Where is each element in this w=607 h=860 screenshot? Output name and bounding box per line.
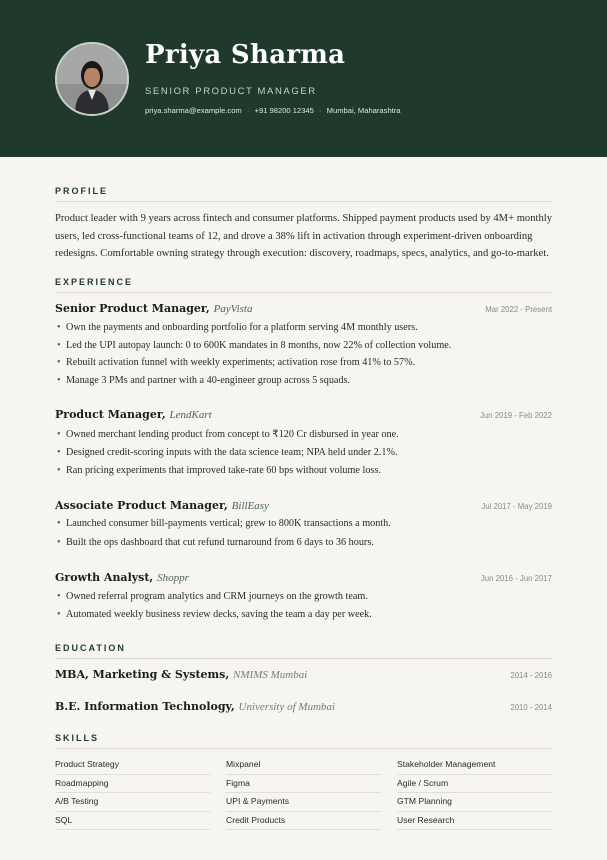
bullet-icon: • <box>57 340 61 351</box>
skills-grid <box>55 756 552 830</box>
skill-item: User Research <box>397 812 552 831</box>
bullet-icon: • <box>57 322 61 333</box>
degree-name: MBA, Marketing & Systems, <box>55 668 230 681</box>
location-text: Mumbai, Maharashtra <box>326 106 401 115</box>
person-name: Priya Sharma <box>145 40 346 70</box>
job-bullet: • Automated weekly business review decks, saving the team a day per week. <box>57 609 372 620</box>
bullet-icon: • <box>57 465 61 476</box>
skill-item: Agile / Scrum <box>397 775 552 794</box>
job-bullet: • Ran pricing experiments that improved take-rate 60 bps without volume loss. <box>57 465 381 476</box>
skill-item: UPI & Payments <box>226 793 381 812</box>
contact-line <box>145 106 401 115</box>
job-company: LendKart <box>169 409 212 421</box>
education-dates: 2010 - 2014 <box>510 703 552 712</box>
person-photo-icon <box>57 44 127 114</box>
school-name: University of Mumbai <box>238 701 336 713</box>
education-dates: 2014 - 2016 <box>510 671 552 680</box>
job-bullet: • Manage 3 PMs and partner with a 40-engineer group across 5 squads. <box>57 375 351 386</box>
job-title <box>55 408 212 421</box>
skill-item: SQL <box>55 812 210 831</box>
resume-header <box>0 0 607 157</box>
job-title <box>55 571 189 584</box>
section-title-experience: EXPERIENCE <box>55 277 552 293</box>
job-company: BillEasy <box>231 500 269 512</box>
job-bullet: • Owned merchant lending product from concept to ₹120 Cr disbursed in year one. <box>57 429 399 440</box>
job-dates: Mar 2022 - Present <box>485 305 552 314</box>
job-dates: Jun 2019 - Feb 2022 <box>480 411 552 420</box>
degree-name: B.E. Information Technology, <box>55 700 235 713</box>
job-bullet: • Owned referral program analytics and CRM journeys on the growth team. <box>57 591 368 602</box>
skill-item: Figma <box>226 775 381 794</box>
skill-item: Roadmapping <box>55 775 210 794</box>
bullet-icon: • <box>57 537 61 548</box>
job-bullet: • Led the UPI autopay launch: 0 to 600K mandates in 8 months, now 22% of collection volume. <box>57 340 452 351</box>
bullet-icon: • <box>57 429 61 440</box>
job-dates: Jun 2016 - Jun 2017 <box>480 574 552 583</box>
education-entry <box>55 668 307 681</box>
skill-item: Credit Products <box>226 812 381 831</box>
job-title <box>55 302 252 315</box>
email-link[interactable]: priya.sharma@example.com <box>145 106 242 115</box>
job-position: Product Manager, <box>55 408 166 421</box>
job-role: SENIOR PRODUCT MANAGER <box>145 86 317 97</box>
phone-text: +91 98200 12345 <box>254 106 314 115</box>
skill-item: Stakeholder Management <box>397 756 552 775</box>
skill-item: Product Strategy <box>55 756 210 775</box>
bullet-icon: • <box>57 447 61 458</box>
job-bullet: • Rebuilt activation funnel with weekly experiments; activation rose from 41% to 57%. <box>57 357 416 368</box>
contact-separator: · <box>319 106 322 115</box>
job-bullet: • Built the ops dashboard that cut refund turnaround from 6 days to 36 hours. <box>57 537 374 548</box>
job-bullet: • Designed credit-scoring inputs with the data science team; NPA held under 2.1%. <box>57 447 398 458</box>
job-company: PayVista <box>213 303 253 315</box>
job-position: Senior Product Manager, <box>55 302 210 315</box>
job-position: Associate Product Manager, <box>55 499 228 512</box>
skill-item: GTM Planning <box>397 793 552 812</box>
bullet-icon: • <box>57 518 61 529</box>
job-bullet: • Own the payments and onboarding portfolio for a platform serving 4M monthly users. <box>57 322 418 333</box>
bullet-icon: • <box>57 609 61 620</box>
contact-separator: · <box>246 106 250 115</box>
school-name: NMIMS Mumbai <box>233 669 308 681</box>
section-title-profile: PROFILE <box>55 186 552 202</box>
section-title-skills: SKILLS <box>55 733 552 749</box>
bullet-icon: • <box>57 591 61 602</box>
avatar <box>55 42 129 116</box>
section-title-education: EDUCATION <box>55 643 552 659</box>
job-company: Shoppr <box>157 572 189 584</box>
job-dates: Jul 2017 - May 2019 <box>481 502 552 511</box>
education-entry <box>55 700 335 713</box>
job-title <box>55 499 269 512</box>
job-position: Growth Analyst, <box>55 571 154 584</box>
bullet-icon: • <box>57 375 61 386</box>
job-bullet: • Launched consumer bill-payments vertical; grew to 800K transactions a month. <box>57 518 391 529</box>
profile-summary: Product leader with 9 years across fintech and consumer platforms. Shipped payment products used by 4M+ monthly users, led cross-functional teams of 12, and drove a 38% lift in activation through experiment-driven onboarding redesigns. Comfortable owning strategy through execution: discovery, roadmaps, specs, analytics, and go-to-market. <box>55 213 553 259</box>
skill-item: Mixpanel <box>226 756 381 775</box>
skill-item: A/B Testing <box>55 793 210 812</box>
bullet-icon: • <box>57 357 61 368</box>
